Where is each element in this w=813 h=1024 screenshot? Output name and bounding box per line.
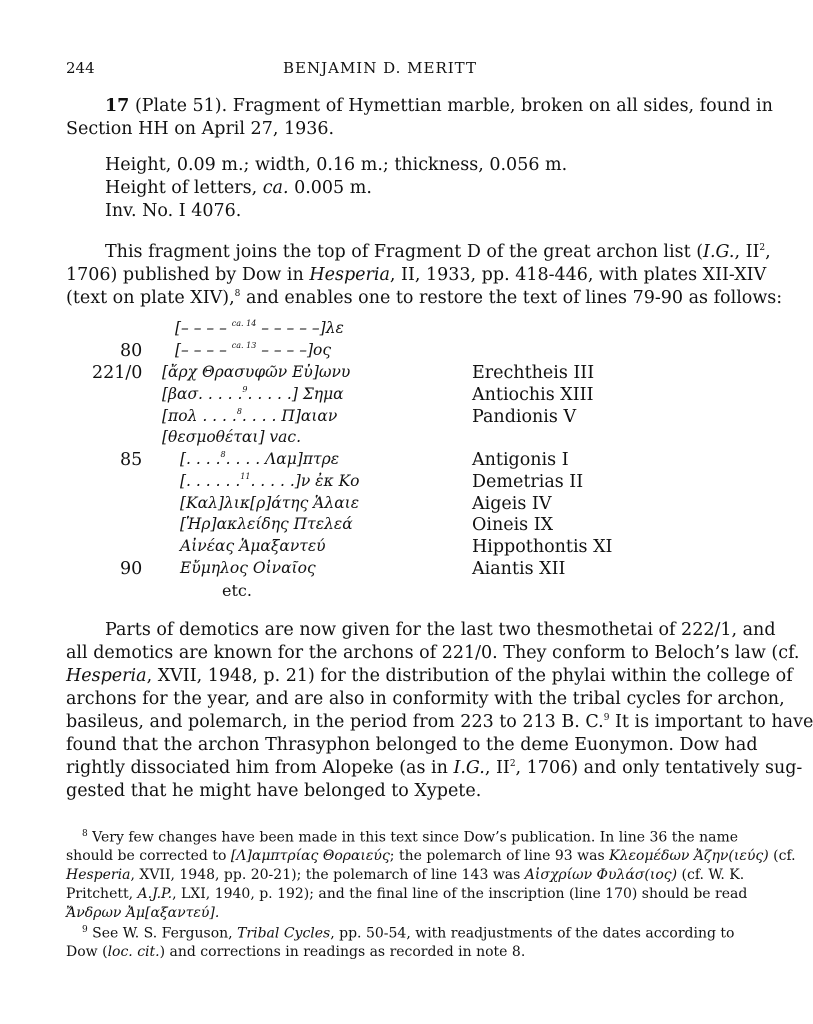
discussion-line: archons for the year, and are also in conformity with the tribal cycles for archon, (66, 689, 785, 709)
tribe-label: Antiochis XIII (472, 385, 594, 405)
footnote-line: $^9$ See W. S. Ferguson, Tribal Cycles, pp. 50-54, with readjustments of the dates according to (82, 925, 735, 942)
inscription-line: [– – – – $^{ca. 14}$ – – – – –]λε (175, 319, 344, 337)
footnote-line: Dow (loc. cit.) and corrections in readings as recorded in note 8. (66, 944, 526, 960)
inscription-line: [– – – – $^{ca. 13}$ – – – –]ος (175, 341, 332, 359)
running-head: BENJAMIN D. MERITT (283, 59, 477, 77)
tribe-label: Pandionis V (472, 407, 577, 427)
inscription-line: [Ἡρ]ακλείδης Πτελεά (180, 515, 353, 533)
page-number: 244 (66, 59, 95, 77)
line-number: 90 (120, 559, 143, 579)
discussion-line: gested that he might have belonged to Xypete. (66, 781, 482, 801)
intro-line-2: 1706) published by Dow in Hesperia, II, 1933, pp. 418-446, with plates XII-XIV (66, 265, 767, 285)
footnote-line: Pritchett, A.J.P., LXI, 1940, p. 192); and the final line of the inscription (line 170) should be read (66, 886, 748, 902)
tribe-label: Aiantis XII (472, 559, 566, 579)
entry-lead-line-2: Section HH on April 27, 1936. (66, 119, 335, 139)
inscription-line: [. . . . . .$^{11}$. . . . .]ν ἐκ Κο (180, 472, 360, 490)
inscription-etc: etc. (222, 581, 252, 600)
discussion-line: Hesperia, XVII, 1948, p. 21) for the distribution of the phylai within the college of (66, 666, 793, 686)
discussion-line: rightly dissociated him from Alopeke (as in I.G., $II^2$, 1706) and only tentatively sug- (66, 758, 803, 778)
entry-lead-line-1: 17 (Plate 51). Fragment of Hymettian marble, broken on all sides, found in (105, 96, 773, 116)
spec-inventory: Inv. No. I 4076. (105, 201, 242, 221)
line-number: 221/0 (92, 363, 143, 383)
line-number: 80 (120, 341, 143, 361)
inscription-line: [βασ. . . . .$^9$. . . . .] Σημα (162, 385, 344, 403)
inscription-line: [θεσμοθέται] vac. (162, 428, 302, 446)
spec-dimensions: Height, 0.09 m.; width, 0.16 m.; thickness, 0.056 m. (105, 155, 568, 175)
footnote-line: $^8$ Very few changes have been made in this text since Dow’s publication. In line 36 the name (82, 829, 739, 846)
footnote-line: Hesperia, XVII, 1948, pp. 20-21); the polemarch of line 143 was Αἰσχρίων Φυλάσ(ιος) (cf. W. K. (66, 867, 745, 883)
discussion-line: found that the archon Thrasyphon belonged to the deme Euonymon. Dow had (66, 735, 758, 755)
tribe-label: Oineis IX (472, 515, 554, 535)
discussion-line: all demotics are known for the archons of 221/0. They conform to Beloch’s law (cf. (66, 643, 800, 663)
intro-line-1: This fragment joins the top of Fragment D of the great archon list (I.G., $II^2$, (105, 242, 771, 262)
tribe-label: Erechtheis III (472, 363, 595, 383)
tribe-label: Aigeis IV (472, 494, 552, 514)
entry-number: 17 (105, 96, 130, 116)
discussion-line: Parts of demotics are now given for the last two thesmothetai of 222/1, and (105, 620, 776, 640)
inscription-line: Εὔμηλος Οἰναῖος (180, 559, 316, 577)
spec-letter-height: Height of letters, ca. 0.005 m. (105, 178, 372, 198)
discussion-line: basileus, and polemarch, in the period from 223 to 213 B. C.$^9$ It is important to have (66, 712, 813, 732)
inscription-line: [ἄρχ Θρασυφῶν Εὐ]ωνυ (162, 363, 351, 381)
tribe-label: Demetrias II (472, 472, 584, 492)
footnote-line: Ἄνδρων Ἀμ[αξαντεύ]. (66, 905, 220, 921)
intro-line-3: (text on plate XIV),$^8$ and enables one to restore the text of lines 79-90 as follows: (66, 288, 783, 308)
inscription-line: [Καλ]λικ[ρ]άτης Ἁλαιε (180, 494, 360, 512)
footnote-line: should be corrected to [Λ]αμπτρίας Θοραιεύς; the polemarch of line 93 was Κλεομέδων Ἀζην(ιεύς) (cf. (66, 848, 796, 864)
inscription-line: [πολ . . . .$^8$. . . . Π]αιαν (162, 407, 338, 425)
inscription-line: [. . . .$^8$. . . . Λαμ]πτρε (180, 450, 340, 468)
tribe-label: Hippothontis XI (472, 537, 613, 557)
tribe-label: Antigonis I (472, 450, 569, 470)
line-number: 85 (120, 450, 143, 470)
inscription-line: Αἰνέας Ἁμαξαντεύ (180, 537, 326, 555)
